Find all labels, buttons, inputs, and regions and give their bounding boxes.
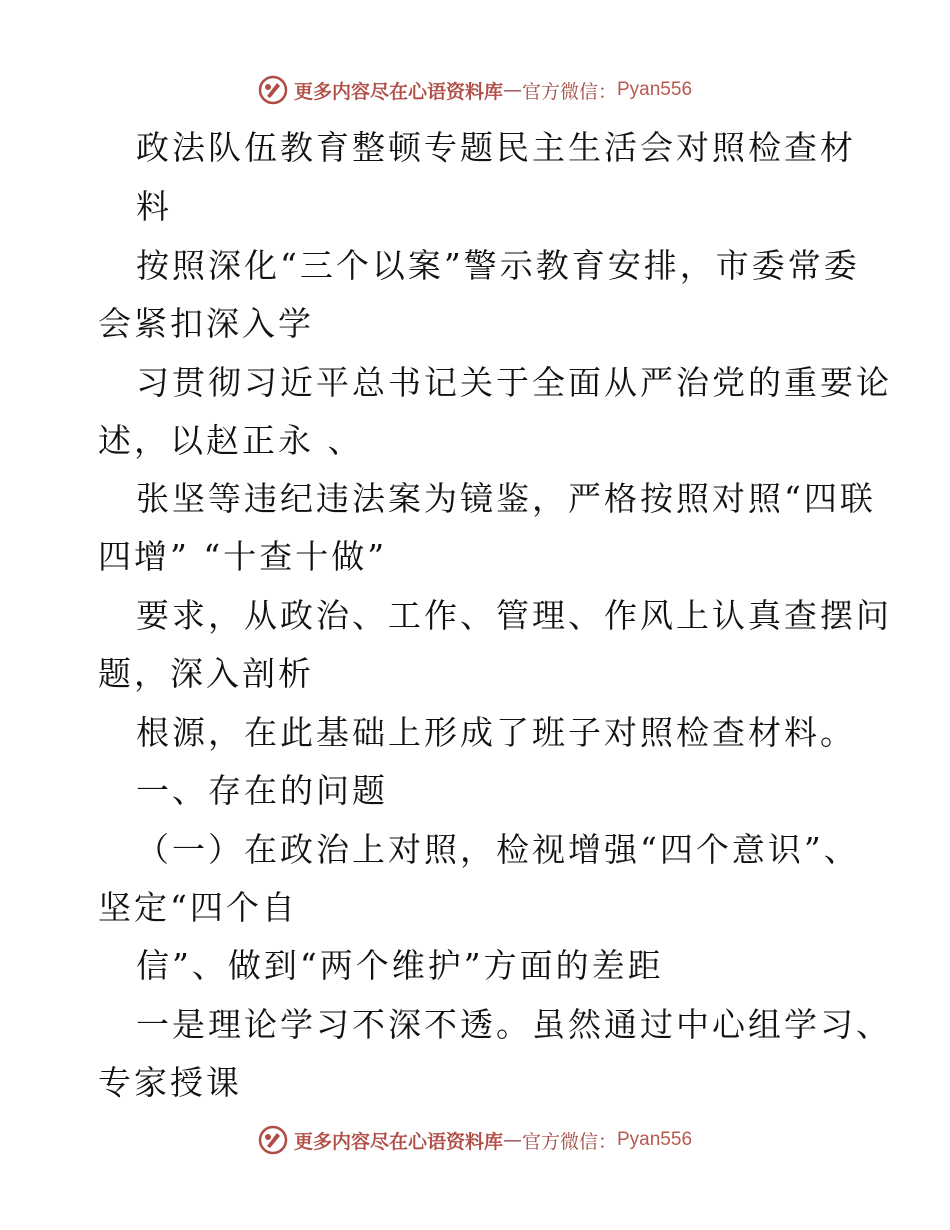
watermark-wechat-id: Pyan556: [617, 1129, 693, 1150]
doc-line: 张坚等违纪违法案为镜鉴，严格按照对照“四联: [136, 479, 876, 518]
doc-line: 四增” “十查十做”: [98, 537, 388, 576]
doc-line: 专家授课: [98, 1063, 242, 1102]
doc-line: 根源，在此基础上形成了班子对照检查材料。: [136, 713, 856, 752]
doc-line: 信”、做到“两个维护”方面的差距: [136, 946, 664, 985]
doc-line: 按照深化“三个以案”警示教育安排，市委常委: [136, 246, 860, 285]
watermark-wechat-label: 官方微信：: [521, 1130, 617, 1153]
doc-line: 题，深入剖析: [98, 654, 314, 693]
watermark-wechat-label: 官方微信：: [521, 80, 617, 103]
doc-line: 习贯彻习近平总书记关于全面从严治党的重要论: [136, 363, 892, 402]
watermark-dash: —: [502, 1129, 522, 1151]
watermark-dash: —: [502, 79, 522, 101]
footer-watermark: [0, 1120, 950, 1160]
doc-line: 坚定“四个自: [98, 888, 298, 927]
watermark-site-text: 更多内容尽在心语资料库: [293, 80, 503, 103]
doc-line: 要求，从政治、工作、管理、作风上认真查摆问: [136, 596, 892, 635]
watermark-site-text: 更多内容尽在心语资料库: [293, 1130, 503, 1153]
section-heading: 一、存在的问题: [136, 771, 388, 810]
doc-line: 一是理论学习不深不透。虽然通过中心组学习、: [136, 1005, 892, 1044]
doc-title-line-1: 政法队伍教育整顿专题民主生活会对照检查材: [136, 128, 856, 167]
brand-logo-icon: [258, 1125, 288, 1155]
doc-title-line-2: 料: [136, 187, 172, 226]
subsection-heading: （一）在政治上对照，检视增强“四个意识”、: [136, 830, 860, 869]
doc-line: 会紧扣深入学: [98, 304, 314, 343]
watermark-wechat-id: Pyan556: [617, 79, 693, 100]
doc-line: 述，以赵正永 、: [98, 421, 364, 460]
